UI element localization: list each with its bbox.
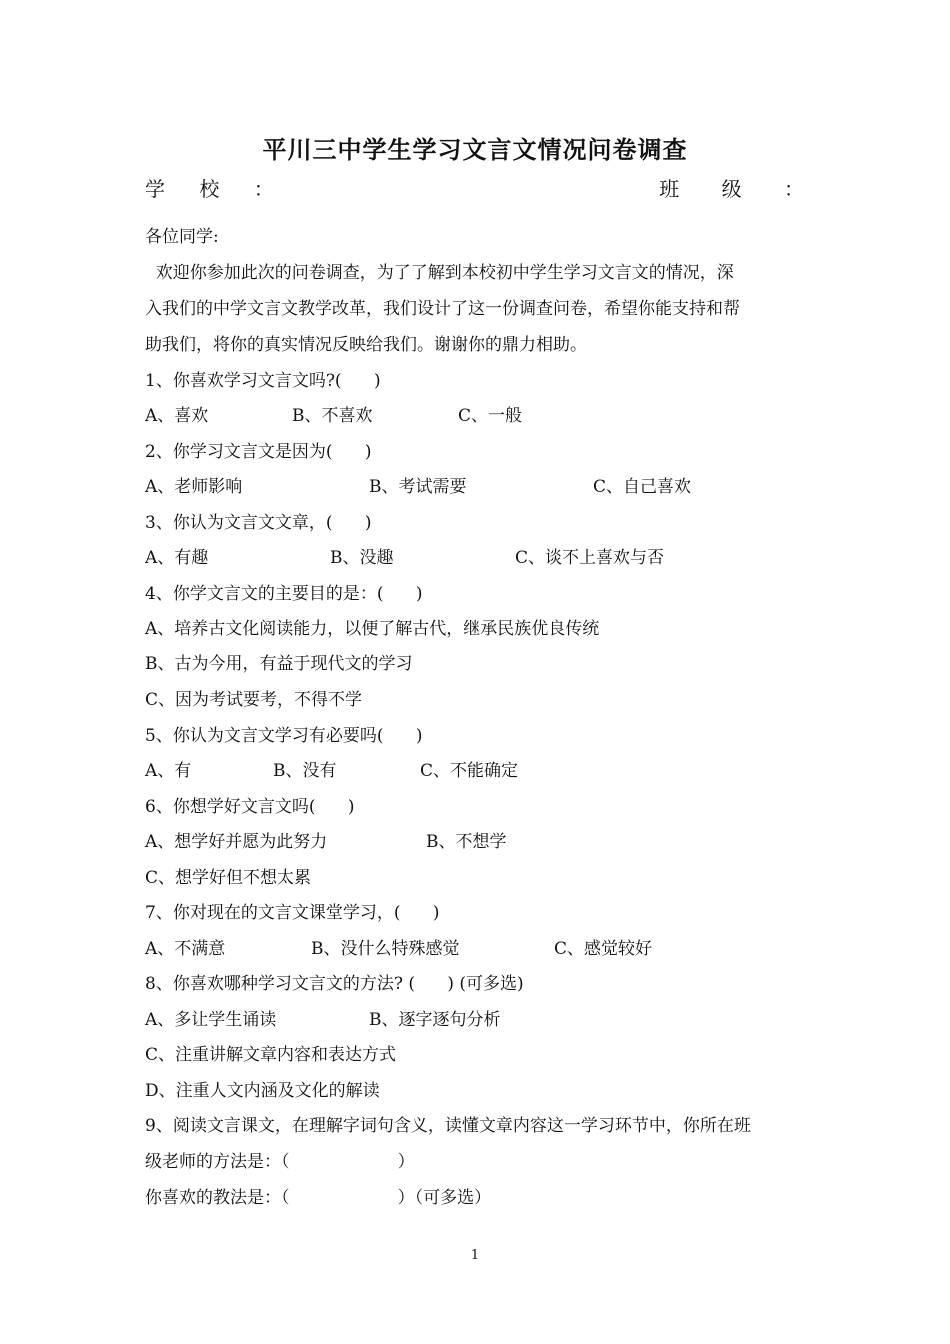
question-9-teacher-method: 级老师的方法是：（ ）: [145, 1152, 415, 1172]
intro-line-1: 欢迎你参加此次的问卷调查，为了了解到本校初中学生学习文言文的情况，深: [145, 263, 734, 283]
q7-option-b: B、没什么特殊感觉: [311, 939, 460, 959]
q5-option-b: B、没有: [273, 761, 337, 781]
q4-option-b: B、古为今用，有益于现代文的学习: [145, 654, 413, 674]
q8-option-a: A、多让学生诵读: [145, 1010, 277, 1030]
q6-option-a: A、想学好并愿为此努力: [145, 832, 328, 852]
q7-option-c: C、感觉较好: [554, 939, 653, 959]
question-5: 5、你认为文言文学习有必要吗( ): [145, 726, 423, 746]
q8-option-d: D、注重人文内涵及文化的解读: [145, 1081, 380, 1101]
q6-option-c: C、想学好但不想太累: [145, 868, 312, 888]
q2-option-b: B、考试需要: [369, 477, 467, 497]
question-9: 9、阅读文言课文，在理解字词句含义，读懂文章内容这一学习环节中，你所在班: [145, 1116, 751, 1136]
question-1: 1、你喜欢学习文言文吗?( ): [145, 371, 381, 391]
question-2: 2、你学习文言文是因为( ): [145, 442, 372, 462]
question-4: 4、你学文言文的主要目的是：( ): [145, 584, 423, 604]
q2-option-a: A、老师影响: [145, 477, 243, 497]
q1-option-a: A、喜欢: [145, 406, 209, 426]
q3-option-a: A、有趣: [145, 548, 209, 568]
q7-option-a: A、不满意: [145, 939, 226, 959]
question-9-preferred-method: 你喜欢的教法是：（ ）（可多选）: [145, 1188, 492, 1208]
q1-option-b: B、不喜欢: [292, 406, 373, 426]
question-6: 6、你想学好文言文吗( ): [145, 797, 355, 817]
question-8: 8、你喜欢哪种学习文言文的方法? ( ) (可多选): [145, 974, 524, 994]
q3-option-c: C、谈不上喜欢与否: [515, 548, 665, 568]
q5-option-c: C、不能确定: [420, 761, 519, 781]
q6-option-b: B、不想学: [426, 832, 507, 852]
q2-option-c: C、自己喜欢: [593, 477, 692, 497]
question-3: 3、你认为文言文文章，( ): [145, 513, 372, 533]
q8-option-b: B、逐字逐句分析: [369, 1010, 501, 1030]
intro-line-3: 助我们，将你的真实情况反映给我们。谢谢你的鼎力相助。: [145, 335, 587, 355]
q1-option-c: C、一般: [458, 406, 523, 426]
q4-option-a: A、培养古文化阅读能力，以便了解古代，继承民族优良传统: [145, 619, 600, 639]
q4-option-c: C、因为考试要考，不得不学: [145, 690, 363, 710]
document-title: 平川三中学生学习文言文情况问卷调查: [262, 136, 688, 164]
q3-option-b: B、没趣: [330, 548, 394, 568]
question-7: 7、你对现在的文言文课堂学习，( ): [145, 903, 440, 923]
page-number: 1: [470, 1248, 480, 1263]
q5-option-a: A、有: [145, 761, 192, 781]
school-field-label: 学 校 ：: [145, 177, 288, 201]
class-field-label: 班 级 ：: [659, 177, 822, 201]
q8-option-c: C、注重讲解文章内容和表达方式: [145, 1045, 397, 1065]
greeting: 各位同学:: [145, 227, 219, 247]
intro-line-2: 入我们的中学文言文教学改革，我们设计了这一份调查问卷，希望你能支持和帮: [145, 299, 740, 319]
